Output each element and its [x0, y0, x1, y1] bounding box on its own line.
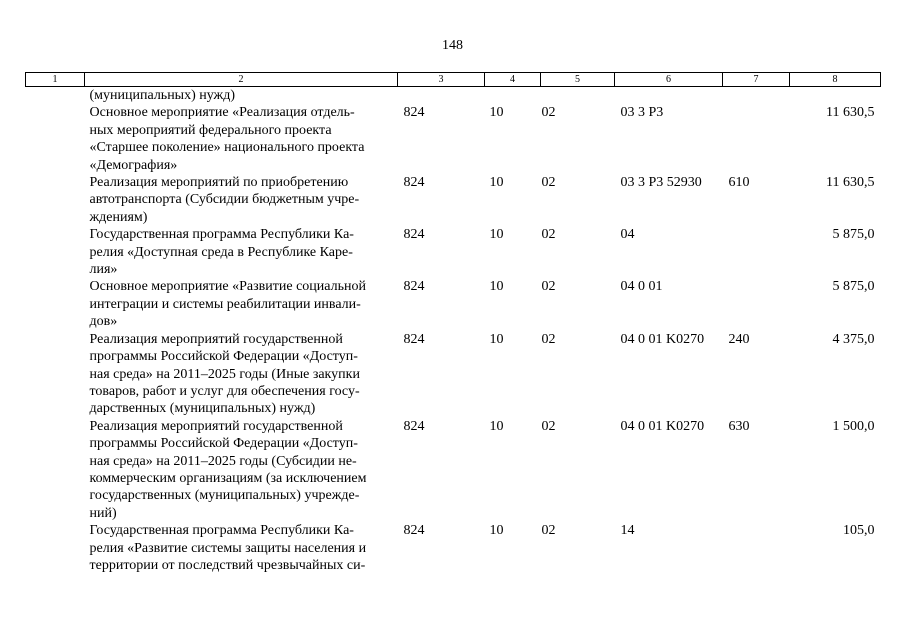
description-line: Основное мероприятие «Развитие социальной [89, 279, 366, 295]
column-header-6: 6 [615, 73, 723, 87]
description-line: территории от последствий чрезвычайных си- [89, 557, 366, 573]
description-line: ная среда» на 2011–2025 годы (Субсидии не- [89, 453, 357, 469]
description-line: ний) [89, 505, 117, 521]
continuation-row [26, 87, 881, 105]
podrazdel-code: 02 [541, 418, 556, 434]
empty-cell [26, 174, 85, 226]
column-header-5: 5 [541, 73, 615, 87]
row-description [85, 331, 398, 418]
empty-cell [26, 331, 85, 418]
razdel-code: 10 [489, 523, 504, 539]
description-line: релия «Доступная среда в Республике Каре- [89, 244, 353, 260]
podrazdel-code: 02 [541, 331, 556, 347]
description-line: Государственная программа Республики Ка- [89, 523, 354, 539]
table-row [26, 522, 881, 574]
column-header-3: 3 [398, 73, 485, 87]
empty-cell [26, 87, 85, 105]
description-line: интеграции и системы реабилитации инвали- [89, 296, 361, 312]
row-description [85, 226, 398, 278]
row-description [85, 104, 398, 174]
description-line: коммерческим организациям (за исключением [89, 470, 367, 486]
razdel-code: 10 [489, 418, 504, 434]
table-row [26, 174, 881, 226]
grbs-code: 824 [403, 105, 425, 121]
empty-cell [26, 418, 85, 522]
expense-type-code: 610 [728, 175, 750, 191]
description-line: Основное мероприятие «Реализация отдель- [89, 105, 355, 121]
target-article-code: 04 0 01 [620, 279, 663, 295]
budget-table [25, 72, 881, 574]
description-line: Государственная программа Республики Ка- [89, 227, 354, 243]
description-line: программы Российской Федерации «Доступ- [89, 349, 358, 365]
continuation-text [85, 87, 398, 105]
amount-value: 1 500,0 [832, 418, 875, 434]
row-description [85, 522, 398, 574]
podrazdel-code: 02 [541, 105, 556, 121]
podrazdel-code: 02 [541, 279, 556, 295]
table-row [26, 226, 881, 278]
razdel-code: 10 [489, 331, 504, 347]
column-header-2: 2 [85, 73, 398, 87]
description-line: Реализация мероприятий государственной [89, 418, 343, 434]
amount-value: 4 375,0 [832, 331, 875, 347]
description-line: дов» [89, 314, 118, 330]
description-line: «Демография» [89, 157, 178, 173]
column-header-7: 7 [723, 73, 790, 87]
podrazdel-code: 02 [541, 175, 556, 191]
grbs-code: 824 [403, 279, 425, 295]
expense-type-code [723, 522, 790, 574]
grbs-code: 824 [403, 418, 425, 434]
empty-cell [26, 226, 85, 278]
amount-value: 11 630,5 [826, 175, 875, 191]
table-row [26, 104, 881, 174]
grbs-code: 824 [403, 331, 425, 347]
expense-type-code [723, 278, 790, 330]
table-row [26, 418, 881, 522]
target-article-code: 14 [620, 523, 635, 539]
table-row [26, 278, 881, 330]
razdel-code: 10 [489, 227, 504, 243]
description-line: ждениям) [89, 209, 148, 225]
description-line: автотранспорта (Субсидии бюджетным учре- [89, 192, 360, 208]
row-description [85, 418, 398, 522]
target-article-code: 04 0 01 K0270 [620, 331, 705, 347]
description-line: (муниципальных) нужд) [89, 88, 236, 103]
podrazdel-code: 02 [541, 523, 556, 539]
expense-type-code [723, 226, 790, 278]
row-description [85, 174, 398, 226]
target-article-code: 03 3 P3 [620, 105, 664, 121]
column-header-1: 1 [26, 73, 85, 87]
grbs-code: 824 [403, 175, 425, 191]
description-line: Реализация мероприятий государственной [89, 331, 343, 347]
target-article-code: 04 [620, 227, 635, 243]
expense-type-code: 630 [728, 418, 750, 434]
column-number-header-row [26, 73, 881, 87]
description-line: программы Российской Федерации «Доступ- [89, 436, 358, 452]
description-line: ных мероприятий федерального проекта [89, 122, 332, 138]
page-number: 148 [442, 38, 463, 53]
grbs-code: 824 [403, 227, 425, 243]
empty-cell [26, 522, 85, 574]
expense-type-code: 240 [728, 331, 750, 347]
amount-value: 105,0 [843, 523, 875, 539]
amount-value: 11 630,5 [826, 105, 875, 121]
description-line: релия «Развитие системы защиты населения и [89, 540, 367, 556]
amount-value: 5 875,0 [832, 279, 875, 295]
row-description [85, 278, 398, 330]
podrazdel-code: 02 [541, 227, 556, 243]
empty-cell [26, 104, 85, 174]
description-line: Реализация мероприятий по приобретению [89, 175, 349, 191]
description-line: лия» [89, 262, 118, 278]
empty-cell [26, 278, 85, 330]
description-line: дарственных (муниципальных) нужд) [89, 401, 316, 417]
grbs-code: 824 [403, 523, 425, 539]
razdel-code: 10 [489, 279, 504, 295]
target-article-code: 04 0 01 K0270 [620, 418, 705, 434]
column-header-8: 8 [790, 73, 881, 87]
amount-value: 5 875,0 [832, 227, 875, 243]
table-row [26, 331, 881, 418]
expense-type-code [723, 104, 790, 174]
description-line: ная среда» на 2011–2025 годы (Иные закупки [89, 366, 360, 382]
target-article-code: 03 3 P3 52930 [620, 175, 702, 191]
column-header-4: 4 [485, 73, 541, 87]
description-line: товаров, работ и услуг для обеспечения госу- [89, 383, 360, 399]
razdel-code: 10 [489, 175, 504, 191]
description-line: государственных (муниципальных) учрежде- [89, 488, 360, 504]
razdel-code: 10 [489, 105, 504, 121]
description-line: «Старшее поколение» национального проекта [89, 140, 365, 156]
